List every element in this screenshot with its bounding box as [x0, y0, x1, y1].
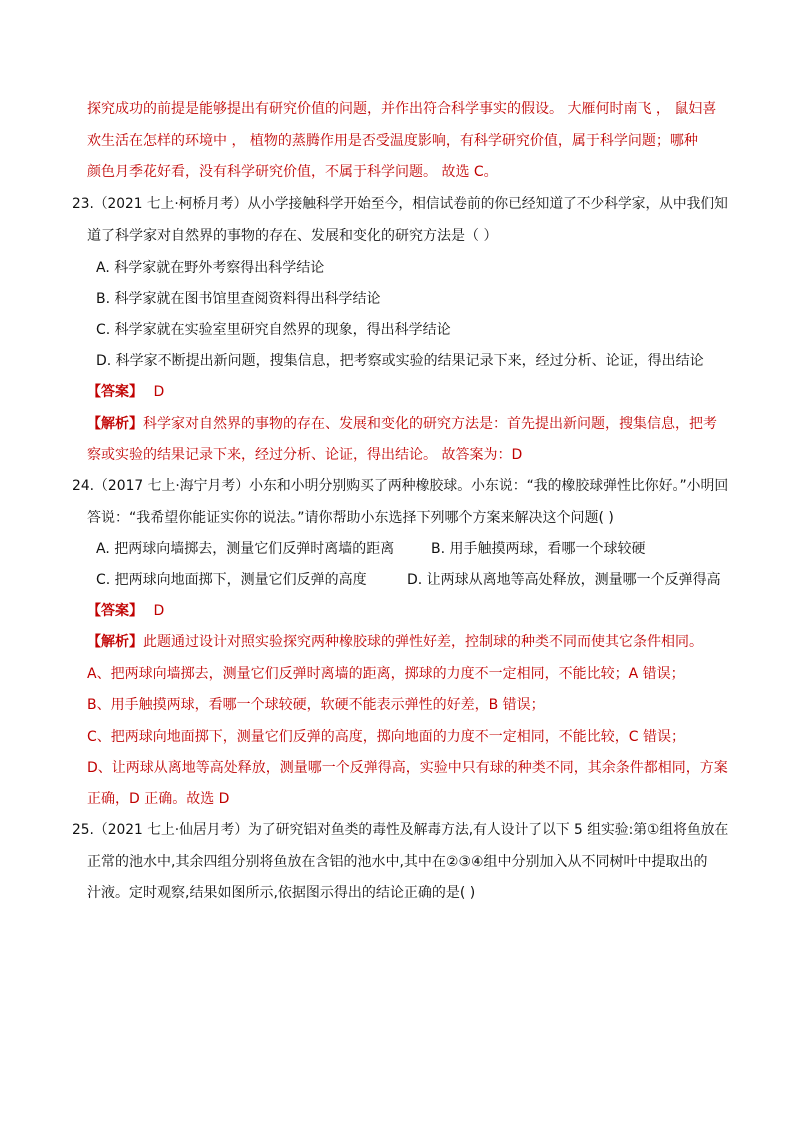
q23-stem-line-2: 道了科学家对自然界的事物的存在、发展和变化的研究方法是（ ） [87, 228, 498, 244]
analysis-label: 【解析】 [87, 634, 143, 650]
q24-analysis-d-line-2: 正确，D 正确。故选 D [87, 791, 230, 807]
answer-value: D [153, 603, 165, 619]
q25-stem-line-3: 汁液。定时观察,结果如图所示,依据图示得出的结论正确的是( ) [87, 885, 476, 901]
analysis-label: 【解析】 [87, 416, 143, 432]
q24-analysis-line-1 [87, 632, 703, 652]
q24-option-d: D. 让两球从离地等高处释放，测量哪一个反弹得高 [407, 572, 721, 588]
intro-line-3: 颜色月季花好看，没有科学研究价值，不属于科学问题。 故选 C。 [87, 164, 498, 180]
q23-option-a: A. 科学家就在野外考察得出科学结论 [96, 260, 325, 276]
q24-analysis-c: C、把两球向地面掷下，测量它们反弹的高度，掷向地面的力度不一定相同，不能比较，C 错误； [87, 729, 685, 745]
q23-option-b: B. 科学家就在图书馆里查阅资料得出科学结论 [96, 291, 381, 307]
q23-analysis-line-1 [87, 414, 717, 434]
q23-stem-line-1: 23.（2021 七上·柯桥月考）从小学接触科学开始至今，相信试卷前的你已经知道了不少科学家，从中我们知 [72, 196, 728, 212]
q24-option-b: B. 用手触摸两球，看哪一个球较硬 [431, 541, 646, 557]
analysis-text: 科学家对自然界的事物的存在、发展和变化的研究方法是：首先提出新问题，搜集信息，把考 [143, 416, 717, 432]
q23-answer [87, 382, 164, 402]
q23-option-c: C. 科学家就在实验室里研究自然界的现象，得出科学结论 [96, 322, 451, 338]
q24-stem-line-2: 答说：“我希望你能证实你的说法。”请你帮助小东选择下列哪个方案来解决这个问题( ) [87, 510, 614, 526]
q24-analysis-a: A、把两球向墙掷去，测量它们反弹时离墙的距离，掷球的力度不一定相同，不能比较；A 错误； [87, 666, 685, 682]
q23-analysis-line-2: 察或实验的结果记录下来，经过分析、论证，得出结论。 故答案为：D [87, 447, 523, 463]
q23-option-d: D. 科学家不断提出新问题，搜集信息，把考察或实验的结果记录下来，经过分析、论证，得出结论 [96, 353, 704, 369]
q25-stem-line-1: 25.（2021 七上·仙居月考）为了研究铝对鱼类的毒性及解毒方法,有人设计了以下 5 组实验:第①组将鱼放在 [72, 822, 729, 838]
q24-option-a: A. 把两球向墙掷去，测量它们反弹时离墙的距离 [96, 541, 395, 557]
analysis-text: 此题通过设计对照实验探究两种橡胶球的弹性好差，控制球的种类不同而使其它条件相同。 [143, 634, 703, 650]
answer-label: 【答案】 [87, 384, 143, 400]
q24-analysis-d-line-1: D、让两球从离地等高处释放，测量哪一个反弹得高，实验中只有球的种类不同，其余条件都相同，方案 [87, 760, 728, 776]
q24-option-c: C. 把两球向地面掷下，测量它们反弹的高度 [96, 572, 367, 588]
answer-value: D [153, 384, 165, 400]
intro-line-2: 欢生活在怎样的环境中 ， 植物的蒸腾作用是否受温度影响，有科学研究价值，属于科学问题；哪种 [87, 133, 698, 149]
answer-label: 【答案】 [87, 603, 143, 619]
intro-line-1: 探究成功的前提是能够提出有研究价值的问题，并作出符合科学事实的假设。 大雁何时南飞 ， 鼠妇喜 [87, 101, 717, 117]
q24-analysis-b: B、用手触摸两球，看哪一个球较硬，软硬不能表示弹性的好差，B 错误； [87, 697, 545, 713]
q25-stem-line-2: 正常的池水中,其余四组分别将鱼放在含铝的池水中,其中在②③④组中分别加入从不同树叶中提取出的 [87, 854, 708, 870]
q24-answer [87, 601, 164, 621]
q24-stem-line-1: 24.（2017 七上·海宁月考）小东和小明分别购买了两种橡胶球。小东说：“我的橡胶球弹性比你好。”小明回 [72, 478, 729, 494]
